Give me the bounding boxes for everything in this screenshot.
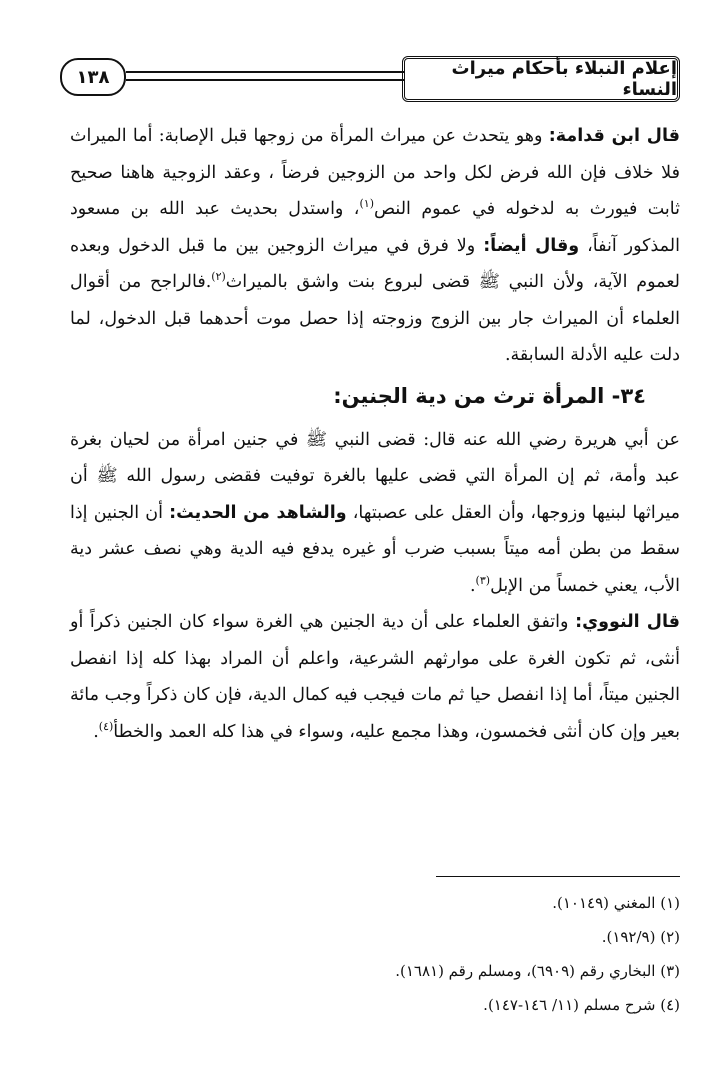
paragraph-end: . (469, 575, 476, 596)
footnote-ref: (٣) (475, 573, 491, 587)
paragraph-nawawi (70, 604, 680, 750)
footnote-ref: (٢) (211, 270, 226, 284)
footnote-1: (١) المغني (١٠١٤٩). (552, 894, 680, 912)
speaker-label: والشاهد من الحديث: (169, 502, 347, 523)
footnote-3: (٣) البخاري رقم (٦٩٠٩)، ومسلم رقم (١٦٨١). (395, 962, 680, 980)
header-rule (126, 71, 404, 81)
main-text (70, 118, 680, 750)
paragraph-text: عن أبي هريرة رضي الله عنه قال: قضى النبي ﷺ في جنين امرأة من لحيان بغرة عبد وأمة، ثم إن المرأة التي قضى عليها بالغرة توفيت فقضى رسول الله ﷺ أن ميراثها لبنيها وزوجها، وأن العقل على عصبتها، (70, 429, 681, 523)
paragraph-text: ولا فرق في ميراث الزوجين بين ما قبل الدخول وبعده لعموم الآية، ولأن النبي ﷺ قضى لبروع بنت واشق بالميراث (70, 235, 680, 292)
book-title: إعلام النبلاء بأحكام ميراث النساء (402, 56, 680, 102)
section-heading: ٣٤- المرأة ترث من دية الجنين: (333, 383, 646, 408)
paragraph-hadith (70, 422, 680, 605)
page-header (60, 56, 680, 104)
speaker-label: وقال أيضاً: (483, 235, 580, 256)
speaker-label: قال ابن قدامة: (548, 126, 680, 146)
paragraph-ibn-qudama (70, 118, 680, 374)
paragraph-text: .فالراجح من أقوال العلماء أن الميراث جار بين الزوج وزوجته إذا حصل موت أحدهما قبل الدخول، لما دلت عليه الأدلة السابقة. (70, 272, 680, 365)
footnote-separator (436, 876, 680, 877)
paragraph-end: . (93, 721, 99, 742)
paragraph-text: واتفق العلماء على أن دية الجنين هي الغرة سواء كان الجنين ذكراً أو أنثى، ثم تكون الغرة على موارثهم الشرعية، واعلم أن المراد بهذا كله إذا انفصل الجنين ميتاً، أما إذا انفصل حيا ثم مات فيجب فيه كمال الدية، فإن كان ذكراً وجب مائة بعير وإن كان أنثى فخمسون، وهذا مجمع عليه، وسواء في هذا كله العمد والخطأ (70, 612, 680, 742)
speaker-label: قال النووي: (575, 612, 680, 632)
footnotes (300, 886, 680, 1022)
paragraph-text: أن الجنين إذا سقط من بطن أمه ميتاً بسبب ضرب أو غيره يدفع فيه الدية وهي نصف عشر دية الأب، يعني خمساً من الإبل (70, 502, 680, 596)
footnote-2: (٢) (١٩٢/٩). (601, 928, 680, 946)
footnote-ref: (١) (359, 197, 374, 211)
paragraph-text: وهو يتحدث عن ميراث المرأة من زوجها قبل الإصابة: أما الميراث فلا خلاف فإن الله فرض لكل واحد من الزوجين فرضاً ، وعقد الزوجية هاهنا صحيح ثابت فيورث به لدخوله في عموم النص (70, 126, 681, 219)
footnote-ref: (٤) (98, 719, 114, 733)
page-number: ١٣٨ (60, 58, 126, 96)
footnote-4: (٤) شرح مسلم (١١/ ١٤٦-١٤٧). (483, 996, 680, 1014)
paragraph-text: ، واستدل بحديث عبد الله بن مسعود المذكور آنفاً، (70, 199, 680, 256)
